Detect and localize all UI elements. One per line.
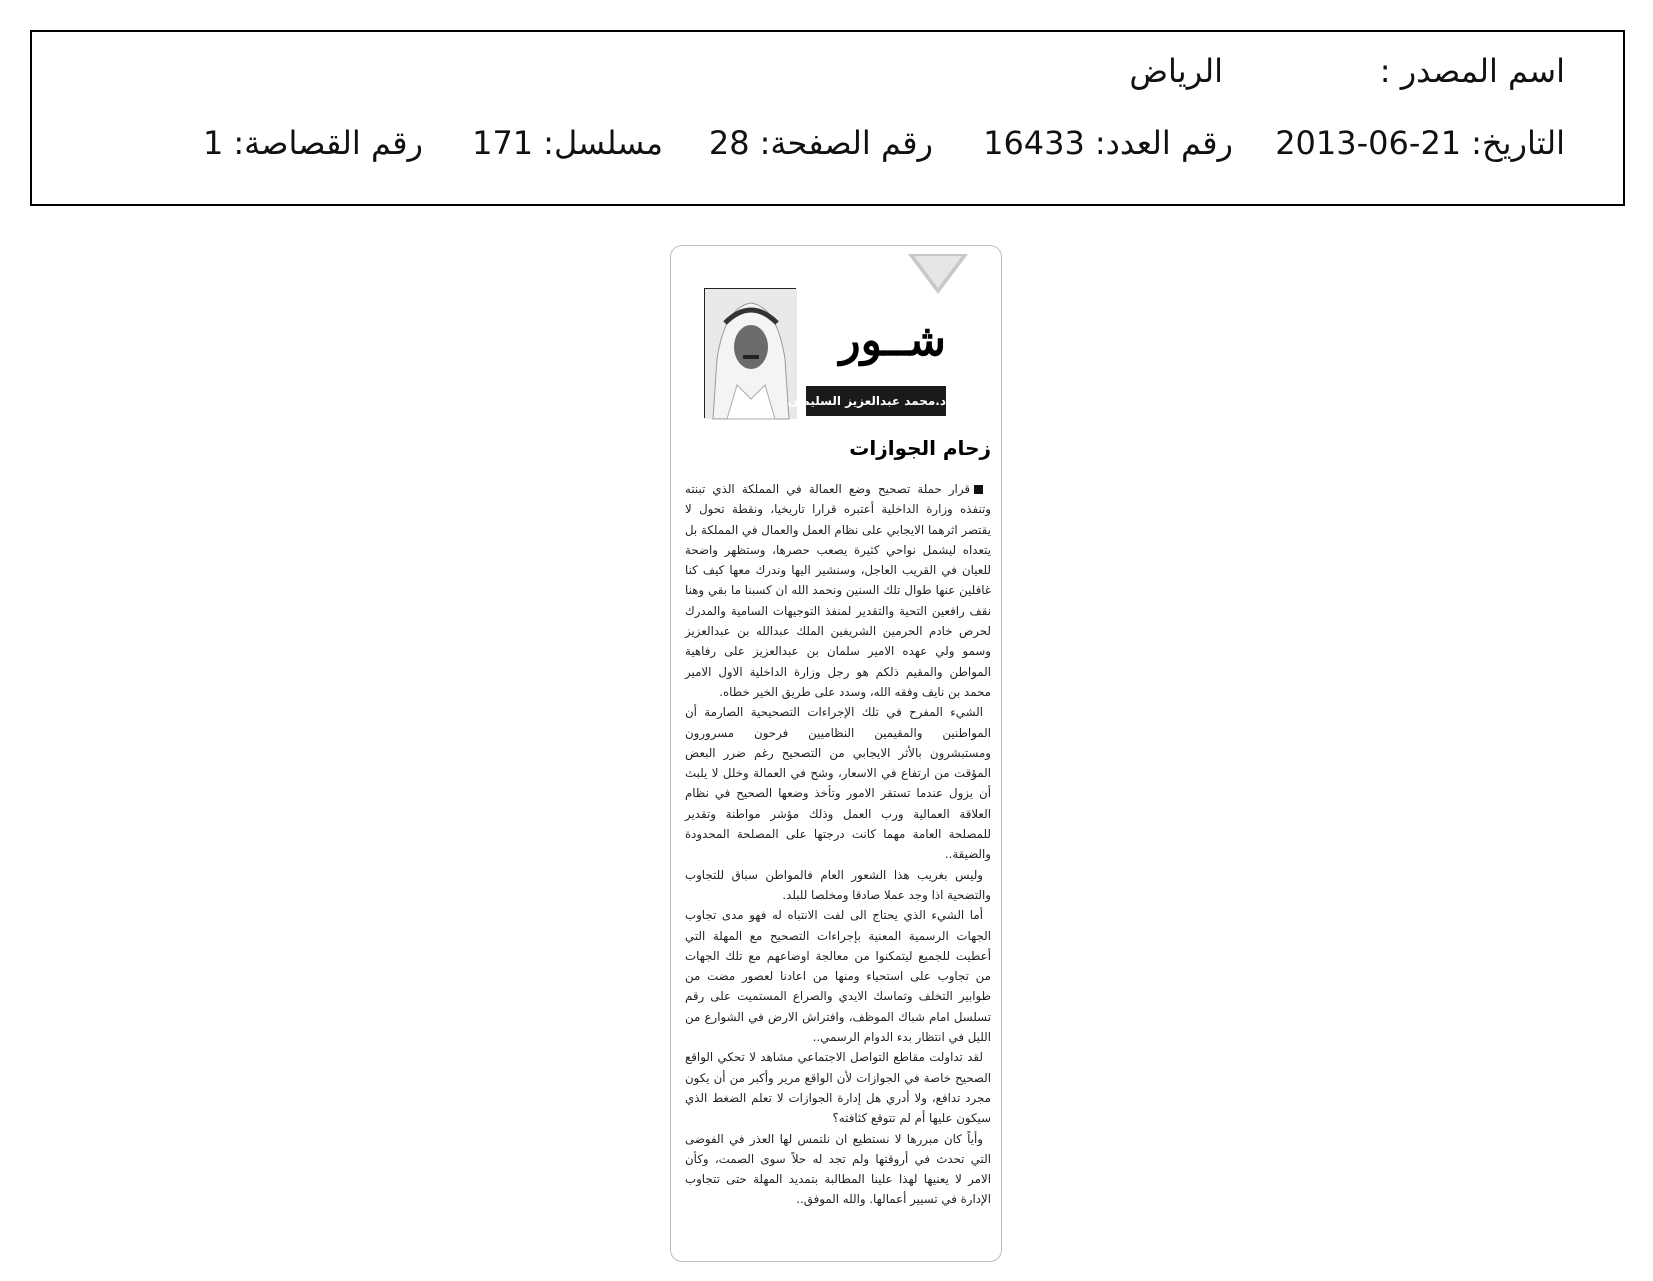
article-paragraph: الشيء المفرح في تلك الإجراءات التصحيحية الصارمة أن المواطنين والمقيمين النظاميين فرحون مسرورون ومستبشرون بالأثر الايجابي من التصحيح رغم ضرر البعض المؤقت من ارتفاع في الاسعار، وشح في العمالة وخلل لا يلبث أن يزول عندما تستقر الامور وتأخذ وضعها الصحيح في نظام العلاقة العمالية ورب العمل وذلك مؤشر مواطنة وتقدير للمصلحة العامة مهما كانت درجتها على المصلحة المحدودة والضيقة..	[685, 705, 991, 862]
page-value: 28	[708, 124, 750, 162]
date-value: 2013-06-21	[1275, 124, 1462, 162]
page-field	[709, 124, 933, 162]
serial-field	[472, 124, 663, 162]
page-label: رقم الصفحة:	[759, 124, 933, 162]
serial-value: 171	[472, 124, 534, 162]
author-portrait-icon	[705, 289, 797, 419]
issue-value: 16433	[983, 124, 1085, 162]
source-value: الرياض	[1129, 52, 1223, 90]
date-field	[1275, 124, 1565, 162]
issue-field	[983, 124, 1233, 162]
author-photo	[704, 288, 796, 418]
clip-label: رقم القصاصة:	[233, 124, 423, 162]
clip-field	[203, 124, 423, 162]
triangle-marker-icon	[908, 254, 968, 294]
author-name: د.محمد عبدالعزيز السليمان	[806, 386, 946, 416]
article-paragraph: وأياً كان مبررها لا نستطيع ان نلتمس لها العذر في الفوضى التي تحدث في أروقتها ولم تجد له حلاً سوى الصمت، وكأن الامر لا يعنيها لهذا علينا المطالبة بتمديد المهلة حتى تتجاوب الإدارة في تسيير أعمالها. والله الموفق..	[685, 1131, 991, 1207]
column-logo: شــور	[839, 315, 946, 366]
serial-label: مسلسل:	[543, 124, 663, 162]
date-label: التاريخ:	[1471, 124, 1565, 162]
square-bullet-icon	[974, 485, 983, 494]
issue-label: رقم العدد:	[1094, 124, 1233, 162]
article-title: زحام الجوازات	[849, 436, 991, 460]
metadata-box	[30, 30, 1625, 206]
source-label: اسم المصدر :	[1379, 52, 1565, 90]
article-paragraph: قرار حملة تصحيح وضع العمالة في المملكة الذي تبنته وتنفذه وزارة الداخلية أعتبره قرارا تاريخيا، ونقطة تحول لا يقتصر اثرهما الايجابي على نظام العمل والعمال في المملكة بل يتعداه ليشمل نواحي كثيرة يصعب حصرها، وستظهر واضحة للعيان في القريب العاجل، وسنشير اليها وندرك معها كيف كنا غافلين عنها طوال تلك السنين ونحمد الله ان كسبنا ما بقي وهنا نقف رافعين التحية والتقدير لمنفذ التوجيهات السامية والمدرك لحرص خادم الحرمين الشريفين الملك عبدالله بن عبدالعزيز وسمو ولي عهده الامير سلمان بن عبدالعزيز على رفاهية المواطن والمقيم ذلكم هو رجل وزارة الداخلية الاول الامير محمد بن نايف وفقه الله، وسدد على طريق الخير خطاه.	[685, 482, 991, 699]
article-paragraph: لقد تداولت مقاطع التواصل الاجتماعي مشاهد لا تحكي الواقع الصحيح خاصة في الجوازات لأن الواقع مرير وأكبر من أن يكون مجرد تدافع، ولا أدري هل إدارة الجوازات لا تعلم الضغط الذي سيكون عليها أم لم تتوقع كثافته؟	[685, 1050, 991, 1126]
clip-value: 1	[202, 124, 224, 162]
article-body	[685, 479, 991, 1251]
article-paragraph: أما الشيء الذي يحتاج الى لفت الانتباه له فهو مدى تجاوب الجهات الرسمية المعنية بإجراءات التصحيح مع المهلة التي أعطيت للجميع ليتمكنوا من معالجة اوضاعهم مع تلك الجهات من تجاوب على استحياء ومنها من اعادنا لعصور مضت من طوابير التخلف وتماسك الايدي والصراع المستميت على رقم تسلسل امام شباك الموظف، وافتراش الارض في الشوارع من الليل في انتظار بدء الدوام الرسمي..	[685, 908, 991, 1045]
newspaper-clipping	[670, 245, 1002, 1262]
article-paragraph: وليس بغريب هذا الشعور العام فالمواطن سباق للتجاوب والتضحية اذا وجد عملا صادقا ومخلصا للبلد.	[685, 867, 991, 902]
